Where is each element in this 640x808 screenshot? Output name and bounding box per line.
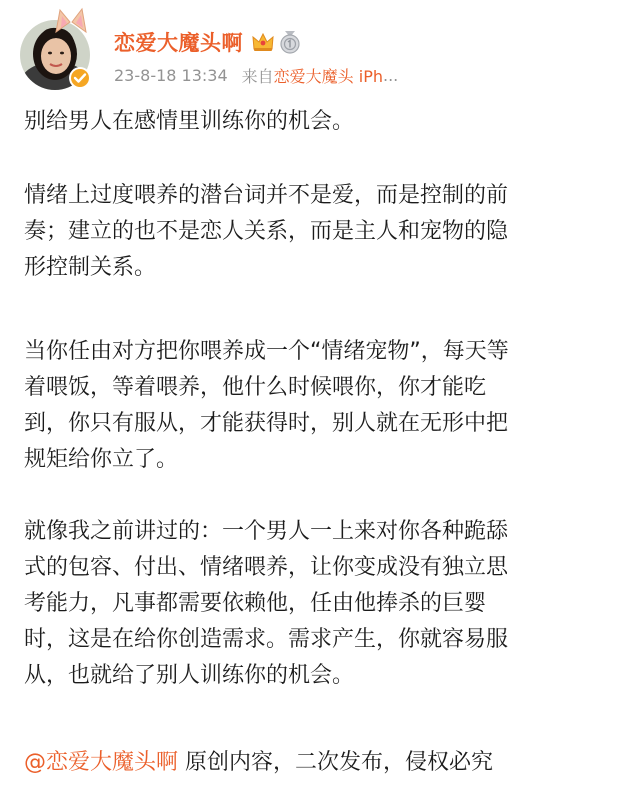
- text-line: 当你任由对方把你喂养成一个“情绪宠物”，每天等: [24, 339, 509, 364]
- text-line: 着喂饭，等着喂养，他什么时候喂你，你才能吃: [24, 375, 487, 400]
- post-paragraph-3: [24, 334, 509, 478]
- text-line: 别给男人在感情里训练你的机会。: [24, 109, 355, 134]
- copyright-notice: 原创内容，二次发布，侵权必究: [178, 750, 494, 775]
- medal-icon[interactable]: [279, 30, 301, 54]
- source-prefix: 来自: [241, 66, 274, 86]
- mention-link[interactable]: @恋爱大魔头啊: [24, 750, 179, 775]
- text-line: 时，这是在给你创造需求。需求产生，你就容易服: [24, 627, 509, 652]
- text-line: 规矩给你立了。: [24, 447, 179, 472]
- source-ellipsis: ...: [382, 65, 399, 85]
- text-line: 式的包容、付出、情绪喂养，让你变成没有独立思: [24, 555, 509, 580]
- verified-badge-icon: [68, 66, 92, 90]
- text-line: 到，你只有服从，才能获得时，别人就在无形中把: [24, 411, 509, 436]
- text-line: 就像我之前讲过的：一个男人一上来对你各种跪舔: [24, 519, 509, 544]
- text-line: 从，也就给了别人训练你的机会。: [24, 663, 355, 688]
- text-line: 形控制关系。: [24, 255, 157, 280]
- text-line: 奏；建立的也不是恋人关系，而是主人和宠物的隐: [24, 219, 509, 244]
- crown-icon[interactable]: [251, 31, 275, 53]
- username-link[interactable]: 恋爱大魔头啊: [114, 31, 243, 55]
- post-header: [0, 0, 640, 96]
- text-line: 情绪上过度喂养的潜台词并不是爱，而是控制的前: [24, 183, 509, 208]
- post-footer: [24, 745, 493, 781]
- username-row: [114, 26, 301, 58]
- source-link[interactable]: 恋爱大魔头 iPh: [273, 66, 383, 86]
- post-paragraph-1: [24, 104, 354, 140]
- text-line: 考能力，凡事都需要依赖他，任由他捧杀的巨婴: [24, 591, 487, 616]
- post-paragraph-4: [24, 514, 508, 694]
- post-paragraph-2: [24, 178, 508, 286]
- post-meta: [114, 63, 398, 87]
- cat-ears-decoration: [52, 6, 90, 36]
- post-timestamp: 23-8-18 13:34: [114, 65, 228, 85]
